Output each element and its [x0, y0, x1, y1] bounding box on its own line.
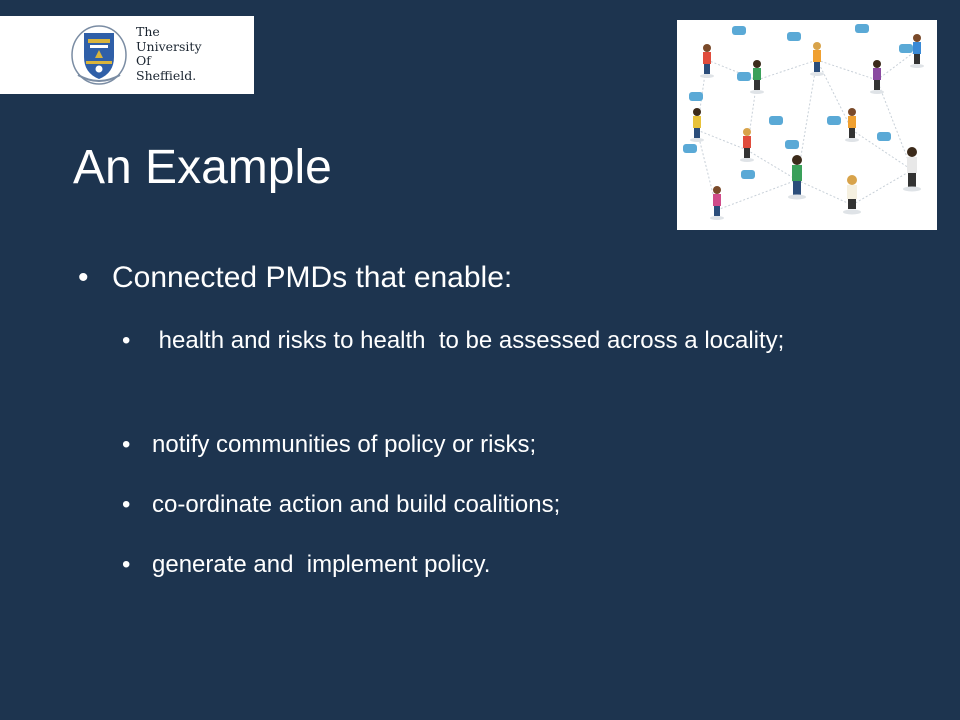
bullet-glyph: • — [122, 431, 131, 458]
bullet-glyph: • — [78, 261, 89, 294]
bullet-glyph: • — [122, 327, 131, 354]
logo-line: The — [136, 24, 160, 39]
bullet-text: co-ordinate action and build coalitions; — [152, 491, 561, 518]
bullet-text: notify communities of policy or risks; — [152, 431, 537, 458]
bullet-text: generate and implement policy. — [152, 551, 491, 578]
bullet-glyph: • — [122, 551, 131, 578]
bullet-text: Connected PMDs that enable: — [112, 261, 513, 294]
bullet-text: health and risks to health to be assessed across a locality; — [152, 327, 785, 354]
logo-line: Sheffield. — [136, 67, 197, 83]
bullet-glyph: • — [122, 491, 131, 518]
slide-title: An Example — [73, 141, 332, 194]
logo-line: University — [136, 38, 202, 54]
logo-line: Of — [136, 53, 151, 68]
